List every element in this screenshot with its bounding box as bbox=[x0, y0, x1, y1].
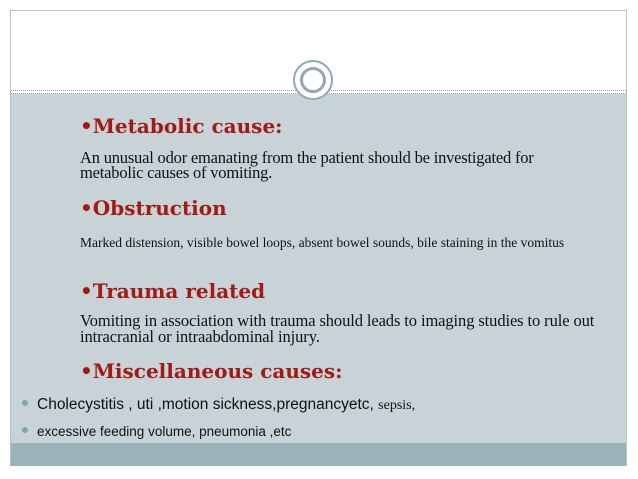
bullet-text-serif: sepsis, bbox=[378, 398, 416, 413]
slide-footer-band bbox=[11, 443, 626, 466]
list-item bbox=[22, 396, 415, 418]
ornament-inner-ring bbox=[300, 67, 326, 93]
heading-miscellaneous-causes: •Miscellaneous causes: bbox=[80, 359, 343, 383]
text-obstruction: Marked distension, visible bowel loops, absent bowel sounds, bile staining in the vomitus bbox=[80, 235, 565, 250]
heading-trauma-related: •Trauma related bbox=[80, 279, 266, 303]
round-bullet-icon bbox=[22, 427, 28, 433]
text-trauma-related: Vomiting in association with trauma should leads to imaging studies to rule out intracranial or intraabdominal injury. bbox=[80, 311, 595, 346]
text-metabolic-cause: An unusual odor emanating from the patient should be investigated for metabolic causes of vomiting. bbox=[80, 148, 534, 182]
bullet-text: excessive feeding volume, pneumonia ,etc bbox=[37, 424, 292, 439]
slide-content-area bbox=[11, 94, 626, 443]
bullet-text: Cholecystitis , uti ,motion sickness,pregnancyetc, bbox=[37, 396, 379, 413]
round-bullet-icon bbox=[22, 400, 28, 406]
heading-metabolic-cause: •Metabolic cause: bbox=[80, 114, 283, 138]
double-circle-ornament-icon bbox=[293, 60, 333, 100]
list-item bbox=[22, 424, 291, 446]
heading-obstruction: •Obstruction bbox=[80, 196, 227, 220]
